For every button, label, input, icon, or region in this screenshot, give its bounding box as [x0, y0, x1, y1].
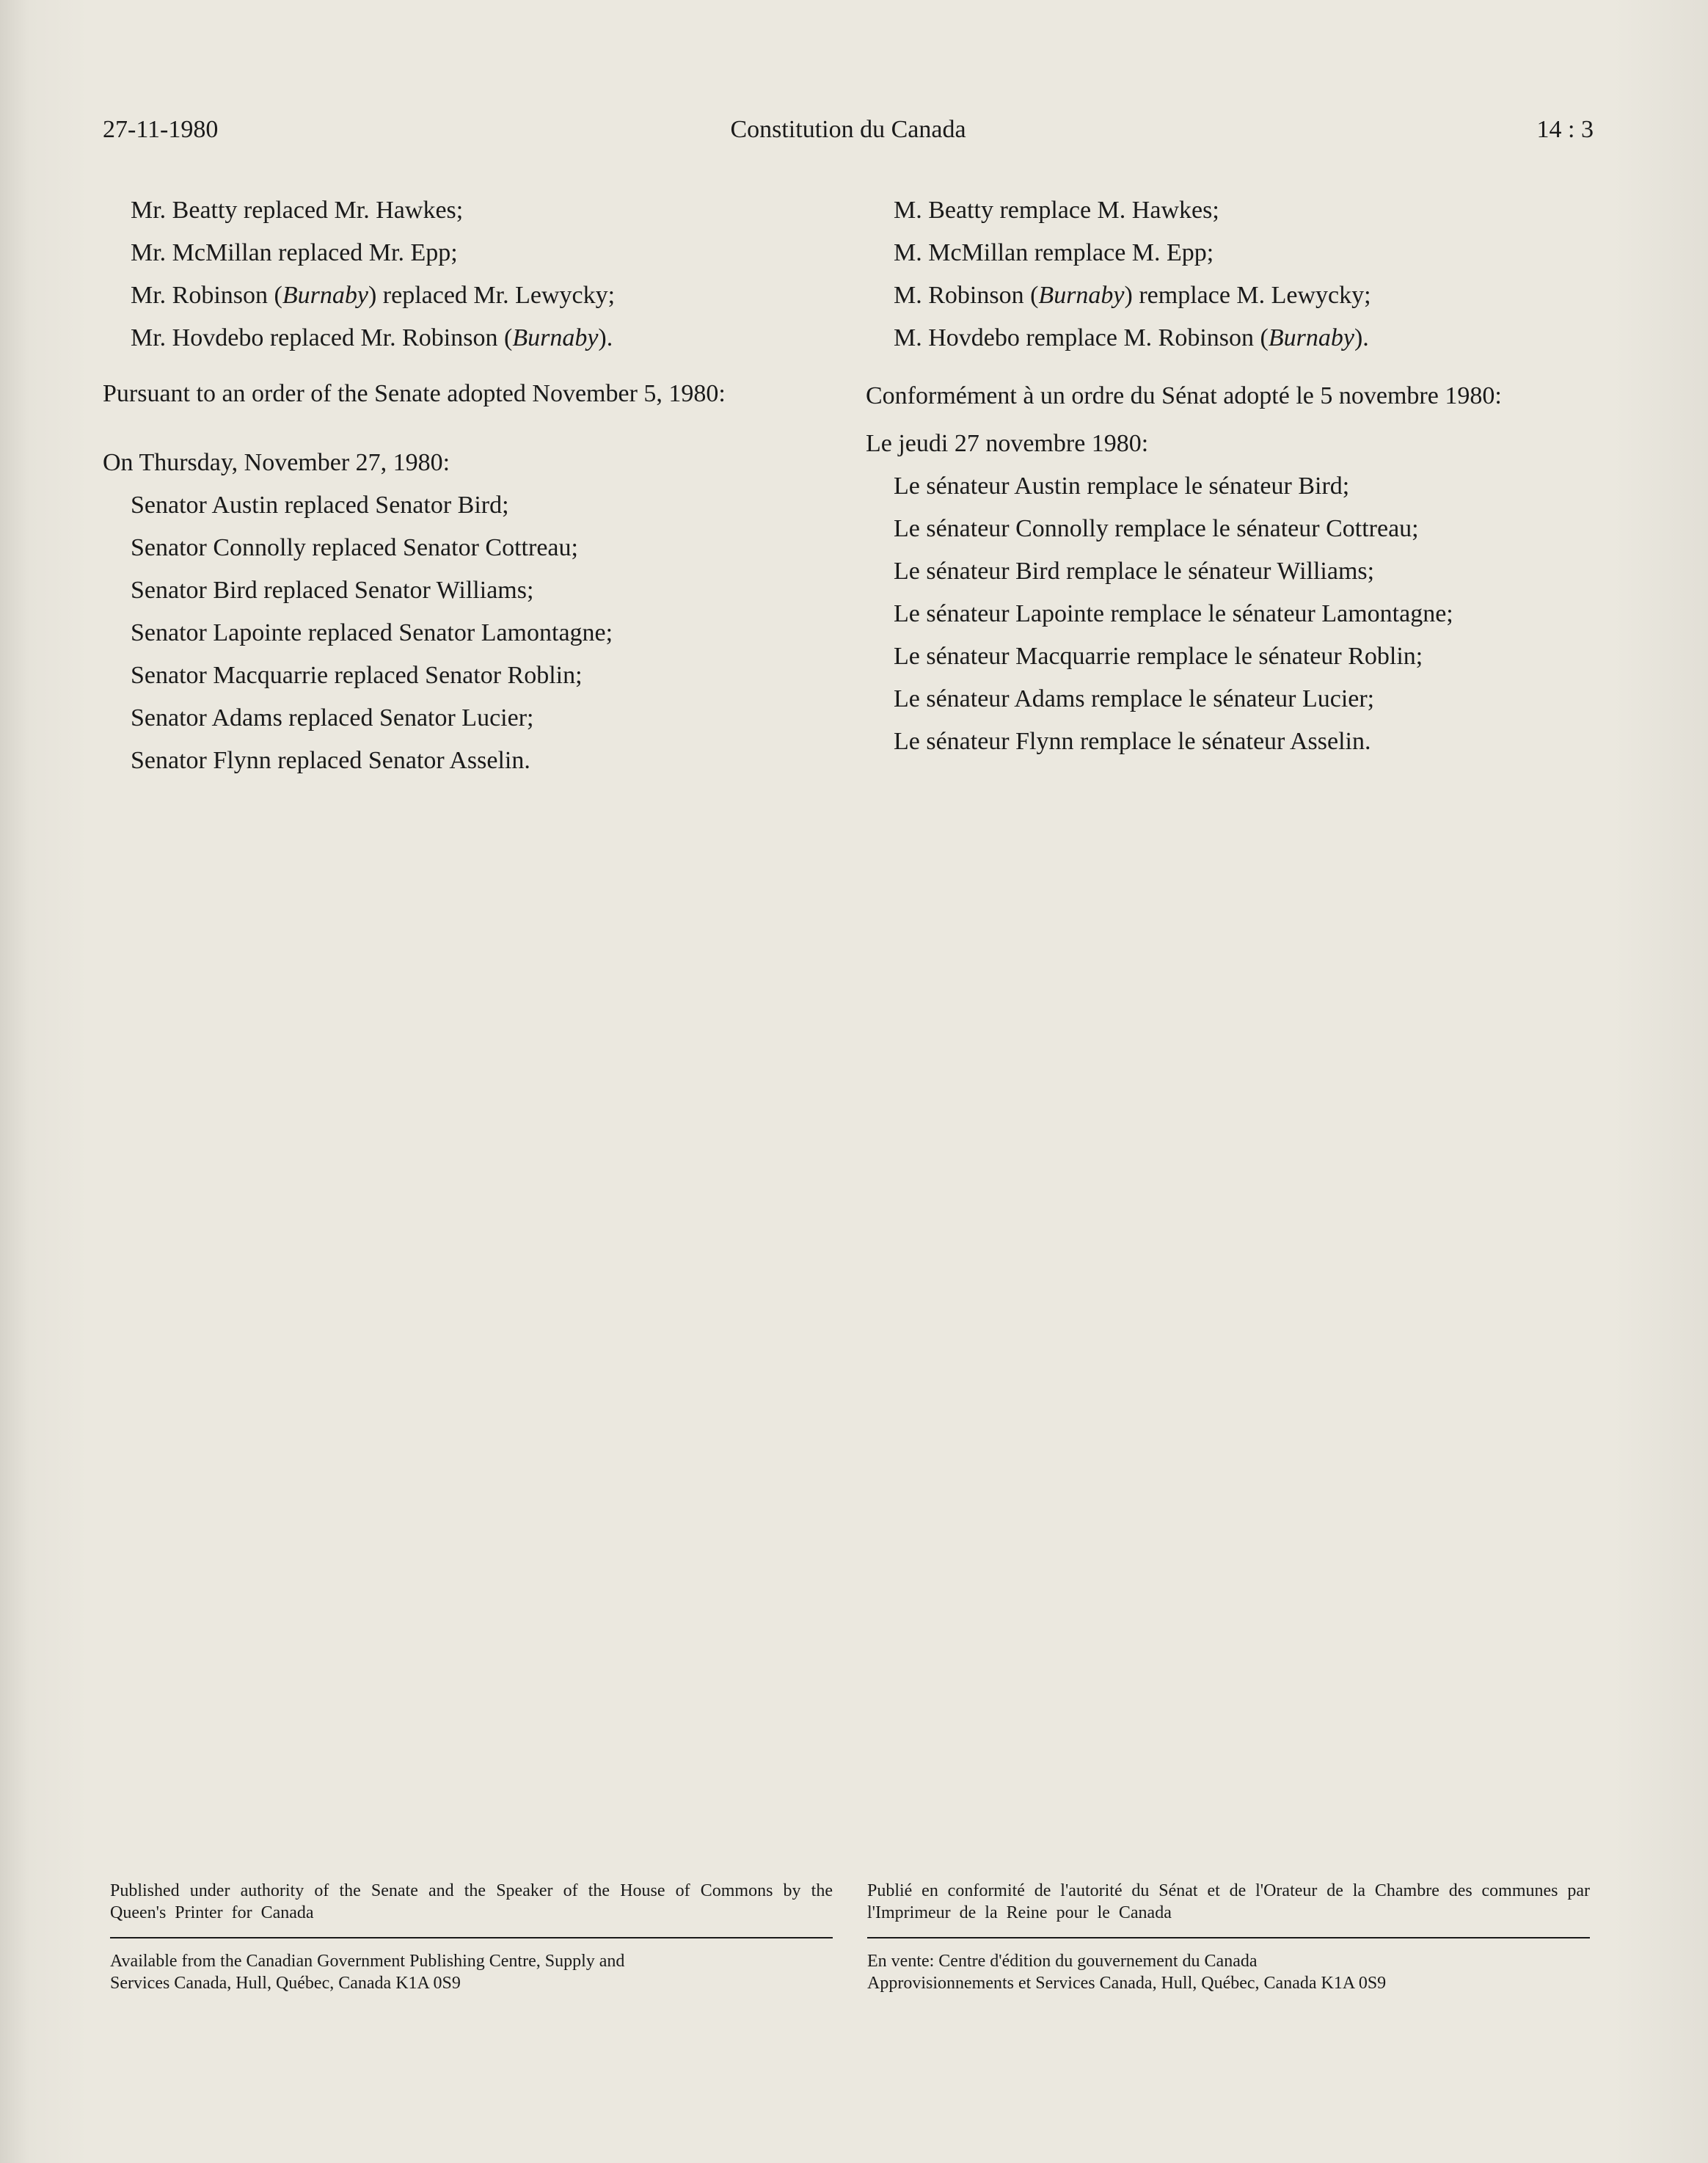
- replacement-item: Mr. Hovdebo replaced Mr. Robinson (Burnaby).: [131, 324, 613, 351]
- replacement-item: M. Beatty remplace M. Hawkes;: [894, 197, 1219, 224]
- senator-replacement: Senator Lapointe replaced Senator Lamontagne;: [131, 619, 613, 646]
- replacement-item: Mr. Robinson (Burnaby) replaced Mr. Lewycky;: [131, 282, 616, 309]
- senator-replacement: Le sénateur Bird remplace le sénateur Williams;: [894, 558, 1375, 585]
- replacement-item: Mr. Beatty replaced Mr. Hawkes;: [131, 197, 464, 224]
- date-paragraph: Le jeudi 27 novembre 1980:: [866, 430, 1149, 457]
- footer-divider: [110, 1937, 833, 1938]
- header-title: Constitution du Canada: [730, 116, 966, 143]
- senator-replacement: Senator Adams replaced Senator Lucier;: [131, 704, 534, 732]
- footer-divider: [867, 1937, 1590, 1938]
- header-date: 27-11-1980: [103, 116, 219, 143]
- senator-replacement: Le sénateur Macquarrie remplace le sénateur Roblin;: [894, 643, 1423, 670]
- footer-english: [110, 1880, 833, 1994]
- running-header: [103, 116, 1594, 153]
- english-column: [103, 189, 829, 782]
- senate-order-paragraph: Pursuant to an order of the Senate adopted November 5, 1980:: [103, 380, 726, 407]
- replacement-item: M. McMillan remplace M. Epp;: [894, 239, 1214, 266]
- senator-replacement: Senator Bird replaced Senator Williams;: [131, 577, 534, 604]
- senator-replacement: Senator Connolly replaced Senator Cottreau;: [131, 534, 578, 561]
- publication-notice: Published under authority of the Senate and the Speaker of the House of Commons by the Queen's Printer for Canada: [110, 1881, 833, 1922]
- replacement-item: Mr. McMillan replaced Mr. Epp;: [131, 239, 458, 266]
- senator-replacement: Le sénateur Adams remplace le sénateur Lucier;: [894, 685, 1375, 712]
- senate-order-paragraph: Conformément à un ordre du Sénat adopté le 5 novembre 1980:: [866, 382, 1502, 409]
- footer-french: [867, 1880, 1590, 1994]
- replacement-item: M. Hovdebo remplace M. Robinson (Burnaby).: [894, 324, 1369, 351]
- date-paragraph: On Thursday, November 27, 1980:: [103, 449, 450, 476]
- availability-notice: Available from the Canadian Government Publishing Centre, Supply and Services Canada, Hull, Québec, Canada K1A 0S9: [110, 1952, 625, 1993]
- page-number: 14 : 3: [1536, 116, 1594, 143]
- senator-replacement: Le sénateur Flynn remplace le sénateur Asselin.: [894, 728, 1371, 755]
- senator-replacement: Le sénateur Austin remplace le sénateur Bird;: [894, 473, 1350, 500]
- senator-replacement: Le sénateur Lapointe remplace le sénateur Lamontagne;: [894, 600, 1453, 627]
- publication-notice: Publié en conformité de l'autorité du Sénat et de l'Orateur de la Chambre des communes par l'Imprimeur de la Reine pour le Canada: [867, 1881, 1590, 1922]
- senator-replacement: Senator Flynn replaced Senator Asselin.: [131, 747, 530, 774]
- senator-replacement: Senator Macquarrie replaced Senator Roblin;: [131, 662, 583, 689]
- senator-replacement: Senator Austin replaced Senator Bird;: [131, 492, 509, 519]
- availability-notice: En vente: Centre d'édition du gouvernement du Canada Approvisionnements et Services Canada, Hull, Québec, Canada K1A 0S9: [867, 1952, 1387, 1993]
- replacement-item: M. Robinson (Burnaby) remplace M. Lewycky;: [894, 282, 1371, 309]
- senator-replacement: Le sénateur Connolly remplace le sénateur Cottreau;: [894, 515, 1419, 542]
- french-column: [866, 189, 1592, 763]
